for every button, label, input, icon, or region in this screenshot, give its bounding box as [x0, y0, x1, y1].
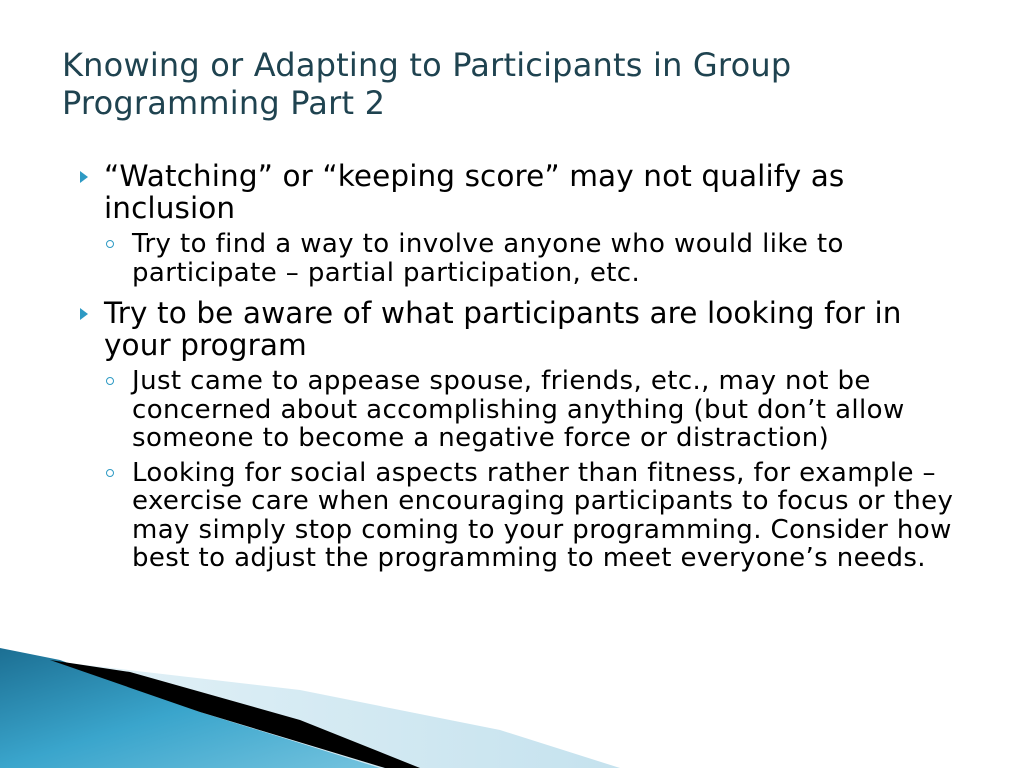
sub-bullet-text: Try to find a way to involve anyone who would like to participate – partial participation, etc. — [132, 229, 844, 288]
sub-bullet-item — [70, 230, 970, 287]
sub-bullet-item — [70, 367, 970, 453]
sub-bullet-ring-icon — [106, 469, 114, 477]
bullet-arrow-icon — [80, 171, 88, 183]
sub-bullet-text: Just came to appease spouse, friends, etc., may not be concerned about accomplishing anything (but don’t allow someone to become a negative force or distraction) — [132, 366, 905, 453]
sub-bullet-ring-icon — [106, 377, 114, 385]
sub-bullet-item — [70, 459, 970, 573]
bullet-item — [70, 160, 970, 224]
bullet-text: “Watching” or “keeping score” may not qualify as inclusion — [104, 159, 845, 225]
slide-title: Knowing or Adapting to Participants in Group Programming Part 2 — [62, 46, 792, 122]
bullet-list — [70, 160, 970, 579]
bullet-text: Try to be aware of what participants are looking for in your program — [104, 296, 902, 362]
bullet-arrow-icon — [80, 308, 88, 320]
sub-bullet-ring-icon — [106, 240, 114, 248]
bullet-item — [70, 297, 970, 361]
sub-bullet-text: Looking for social aspects rather than fitness, for example – exercise care when encouraging participants to focus or they may simply stop coming to your programming. Consider how best to adjust the programming to meet everyone’s needs. — [132, 457, 954, 573]
